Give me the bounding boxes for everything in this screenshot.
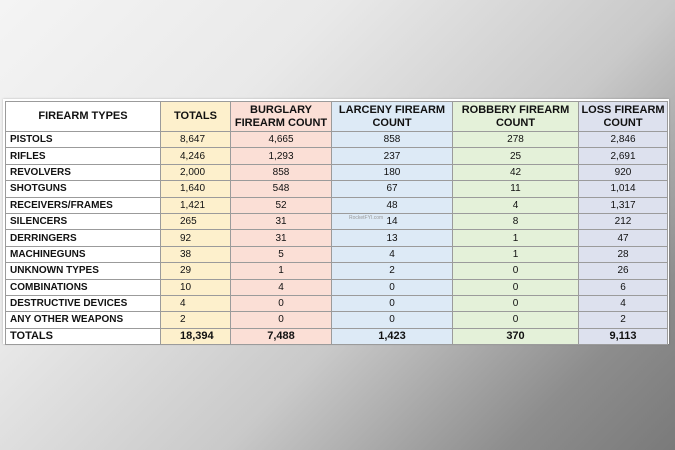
cell-burglary: 4 (231, 279, 332, 295)
cell-robbery: 0 (453, 279, 579, 295)
cell-loss: 2,846 (579, 132, 668, 148)
table-row (6, 213, 668, 229)
cell-totals: 1,640 (161, 181, 231, 197)
header-larceny: LARCENY FIREARM COUNT (332, 102, 453, 132)
cell-larceny: 2 (332, 263, 453, 279)
cell-burglary: 7,488 (231, 328, 332, 344)
cell-larceny: 67 (332, 181, 453, 197)
cell-type: TOTALS (6, 328, 161, 344)
cell-type: DERRINGERS (6, 230, 161, 246)
cell-totals: 4,246 (161, 148, 231, 164)
table-row (6, 246, 668, 262)
header-burglary: BURGLARY FIREARM COUNT (231, 102, 332, 132)
cell-loss: 212 (579, 213, 668, 229)
cell-type: ANY OTHER WEAPONS (6, 312, 161, 328)
cell-larceny: 0 (332, 312, 453, 328)
cell-type: UNKNOWN TYPES (6, 263, 161, 279)
cell-burglary: 4,665 (231, 132, 332, 148)
cell-type: DESTRUCTIVE DEVICES (6, 295, 161, 311)
cell-burglary: 31 (231, 213, 332, 229)
cell-loss: 1,014 (579, 181, 668, 197)
cell-robbery: 25 (453, 148, 579, 164)
table-row (6, 132, 668, 148)
cell-type: REVOLVERS (6, 164, 161, 180)
cell-larceny: 0 (332, 295, 453, 311)
cell-loss: 2 (579, 312, 668, 328)
table-row (6, 312, 668, 328)
cell-totals: 92 (161, 230, 231, 246)
cell-loss: 9,113 (579, 328, 668, 344)
cell-robbery: 1 (453, 230, 579, 246)
cell-larceny: 858 (332, 132, 453, 148)
cell-totals: 1,421 (161, 197, 231, 213)
table-header-row (6, 102, 668, 132)
header-loss: LOSS FIREARM COUNT (579, 102, 668, 132)
table-body (6, 132, 668, 345)
cell-totals: 29 (161, 263, 231, 279)
cell-type: COMBINATIONS (6, 279, 161, 295)
cell-totals: 2,000 (161, 164, 231, 180)
cell-robbery: 278 (453, 132, 579, 148)
cell-totals: 18,394 (161, 328, 231, 344)
table-row (6, 197, 668, 213)
header-firearm-types: FIREARM TYPES (6, 102, 161, 132)
cell-robbery: 0 (453, 295, 579, 311)
cell-robbery: 42 (453, 164, 579, 180)
watermark-text: RocketFYI.com (349, 215, 384, 221)
cell-larceny: 4 (332, 246, 453, 262)
cell-totals: 8,647 (161, 132, 231, 148)
cell-loss: 2,691 (579, 148, 668, 164)
cell-loss: 47 (579, 230, 668, 246)
cell-type: MACHINEGUNS (6, 246, 161, 262)
cell-robbery: 0 (453, 312, 579, 328)
cell-burglary: 31 (231, 230, 332, 246)
cell-burglary: 0 (231, 312, 332, 328)
table-row (6, 295, 668, 311)
table-row (6, 230, 668, 246)
cell-type: SILENCERS (6, 213, 161, 229)
cell-totals: 10 (161, 279, 231, 295)
cell-loss: 6 (579, 279, 668, 295)
cell-loss: 920 (579, 164, 668, 180)
cell-type: PISTOLS (6, 132, 161, 148)
cell-robbery: 11 (453, 181, 579, 197)
cell-robbery: 370 (453, 328, 579, 344)
table-row (6, 148, 668, 164)
cell-totals: 2 (161, 312, 231, 328)
cell-burglary: 1 (231, 263, 332, 279)
cell-robbery: 1 (453, 246, 579, 262)
cell-type: RECEIVERS/FRAMES (6, 197, 161, 213)
cell-robbery: 4 (453, 197, 579, 213)
table-row (6, 164, 668, 180)
cell-burglary: 52 (231, 197, 332, 213)
cell-burglary: 0 (231, 295, 332, 311)
cell-type: SHOTGUNS (6, 181, 161, 197)
cell-burglary: 548 (231, 181, 332, 197)
cell-type: RIFLES (6, 148, 161, 164)
totals-row (6, 328, 668, 344)
cell-totals: 4 (161, 295, 231, 311)
table-row (6, 181, 668, 197)
firearm-counts-table (5, 101, 668, 345)
cell-loss: 1,317 (579, 197, 668, 213)
cell-larceny: 180 (332, 164, 453, 180)
cell-loss: 4 (579, 295, 668, 311)
cell-robbery: 8 (453, 213, 579, 229)
table-row (6, 263, 668, 279)
cell-burglary: 858 (231, 164, 332, 180)
header-totals: TOTALS (161, 102, 231, 132)
cell-larceny: 48 (332, 197, 453, 213)
cell-loss: 28 (579, 246, 668, 262)
firearm-table-sheet (3, 99, 669, 344)
cell-larceny: 0 (332, 279, 453, 295)
header-robbery: ROBBERY FIREARM COUNT (453, 102, 579, 132)
cell-larceny: 1,423 (332, 328, 453, 344)
cell-loss: 26 (579, 263, 668, 279)
cell-larceny: 14 (332, 213, 453, 229)
cell-totals: 38 (161, 246, 231, 262)
cell-robbery: 0 (453, 263, 579, 279)
cell-larceny: 13 (332, 230, 453, 246)
table-row (6, 279, 668, 295)
cell-larceny: 237 (332, 148, 453, 164)
cell-totals: 265 (161, 213, 231, 229)
cell-burglary: 5 (231, 246, 332, 262)
cell-burglary: 1,293 (231, 148, 332, 164)
